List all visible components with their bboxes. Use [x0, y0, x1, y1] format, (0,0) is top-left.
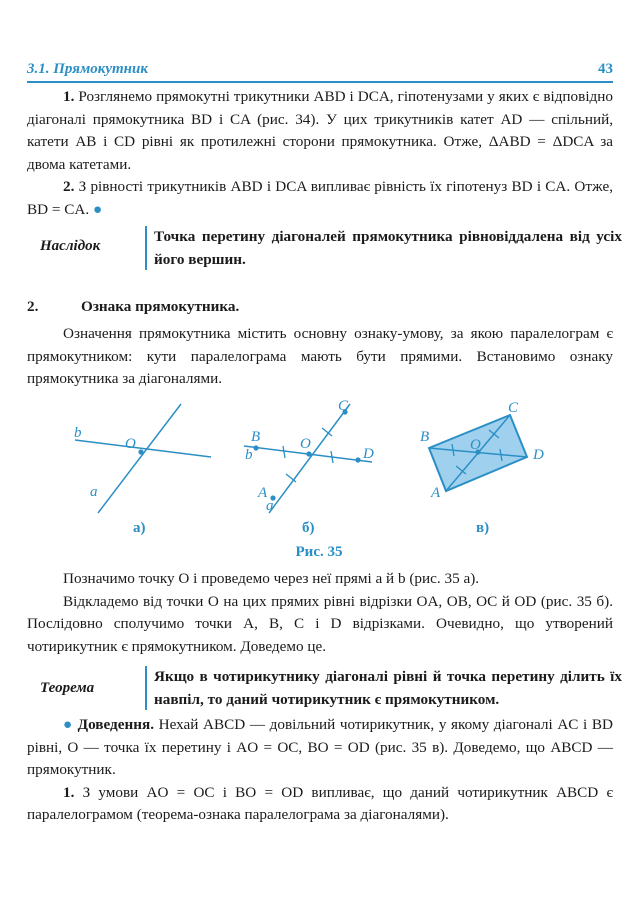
step-number: 1. [63, 783, 75, 801]
point-o [138, 449, 143, 454]
label-a: A [431, 485, 441, 501]
corollary-box [145, 226, 622, 270]
end-of-proof-mark: ● [92, 200, 103, 218]
page-header [27, 61, 613, 78]
sub-caption-a: а) [133, 520, 146, 536]
paragraph-2 [27, 176, 613, 221]
point-b [253, 445, 258, 450]
label-b: B [251, 429, 261, 445]
label-o: O [470, 437, 481, 453]
header-rule [27, 81, 613, 83]
body-paragraphs-2 [27, 568, 613, 658]
label-c: C [508, 400, 519, 416]
theorem-box [145, 666, 622, 710]
section-title: Ознака прямокутника. [81, 298, 240, 315]
label-o: O [125, 436, 136, 452]
section-heading [27, 298, 239, 316]
paragraph-1 [27, 86, 613, 176]
paragraph-text: Позначимо точку O і проведемо через неї прямі a й b (рис. 35 а). [63, 570, 480, 587]
paragraph-text: Відкладемо від точки O на цих прямих рівні відрізки OA, OB, OC й OD (рис. 35 б). Послідовно сполучимо точки A, B, C і D відрізками. Очевидно, що утворений чотирикутник є прямокутником. Доведемо це. [27, 592, 613, 655]
label-line-b: b [245, 447, 253, 463]
body-paragraph-1 [27, 323, 613, 391]
step-number: 2. [63, 178, 75, 195]
point-d [355, 457, 360, 462]
line-a [98, 404, 181, 513]
label-d: D [363, 446, 374, 462]
label-b: B [420, 429, 430, 445]
proof-step-1 [27, 782, 613, 827]
sub-caption-c: в) [476, 520, 490, 536]
figure-caption: Рис. 35 [295, 544, 343, 560]
theorem-label: Теорема [40, 680, 95, 696]
intro-text [27, 86, 613, 221]
figure-35c [420, 400, 544, 501]
sub-caption-b: б) [302, 520, 315, 536]
label-line-a: a [266, 498, 274, 514]
label-d: D [533, 447, 544, 463]
figure-35a [74, 404, 211, 513]
proof-label: Доведення. [77, 716, 154, 733]
label-a: a [90, 484, 98, 500]
paragraph-text: Нехай ABCD — довільний чотирикутник, у якому діагоналі AC і BD рівні, O — точка їх перетину і AO = OC, BO = OD (рис. 35 в). Доведемо, що ABCD — прямокутник. [27, 716, 614, 778]
paragraph-text: Означення прямокутника містить основну ознаку-умову, за якою паралелограм є прямокутником: кути паралелограма мають бути прямими. Встановимо ознаку прямокутника за діагоналями. [27, 325, 613, 387]
label-b: b [74, 425, 82, 441]
paragraph-text: Розглянемо прямокутні трикутники ABD і DCA, гіпотенузами у яких є відповідно діагоналі прямокутника BD і CA (рис. 34). У цих трикутників катет AD — спільний, катети AB і CD рівні як протилежні сторони прямокутника. Отже, ΔABD = ΔDCA за двома катетами. [27, 88, 613, 173]
line-a [269, 404, 350, 513]
label-c: C [338, 398, 349, 414]
corollary-label: Наслідок [40, 238, 101, 254]
theorem-text: Якщо в чотирикутнику діагоналі рівні й точка перетину ділить їх навпіл, то даний чотирикутник є прямокутником. [154, 668, 622, 708]
section-number: 2. [27, 298, 39, 315]
proof-text [27, 714, 613, 827]
figure-35b [244, 398, 374, 514]
chapter-title: 3.1. Прямокутник [27, 61, 148, 77]
paragraph-text: З рівності трикутників ABD і DCA випливає рівність їх гіпотенуз BD і CA. Отже, BD = CA. [27, 178, 613, 218]
label-a: A [258, 485, 268, 501]
step-number: 1. [63, 88, 75, 105]
corollary-text: Точка перетину діагоналей прямокутника рівновіддалена від усіх його вершин. [154, 228, 622, 268]
figure-35 [0, 395, 638, 525]
proof-paragraph [27, 714, 613, 782]
point-o [306, 451, 311, 456]
paragraph-text: З умови AO = OC і BO = OD випливає, що даний чотирикутник ABCD є паралелограмом (теорема-ознака паралелограма за діагоналями). [27, 783, 613, 823]
label-o: O [300, 436, 311, 452]
proof-start-mark: ● [63, 716, 74, 733]
page-number: 43 [598, 61, 613, 77]
